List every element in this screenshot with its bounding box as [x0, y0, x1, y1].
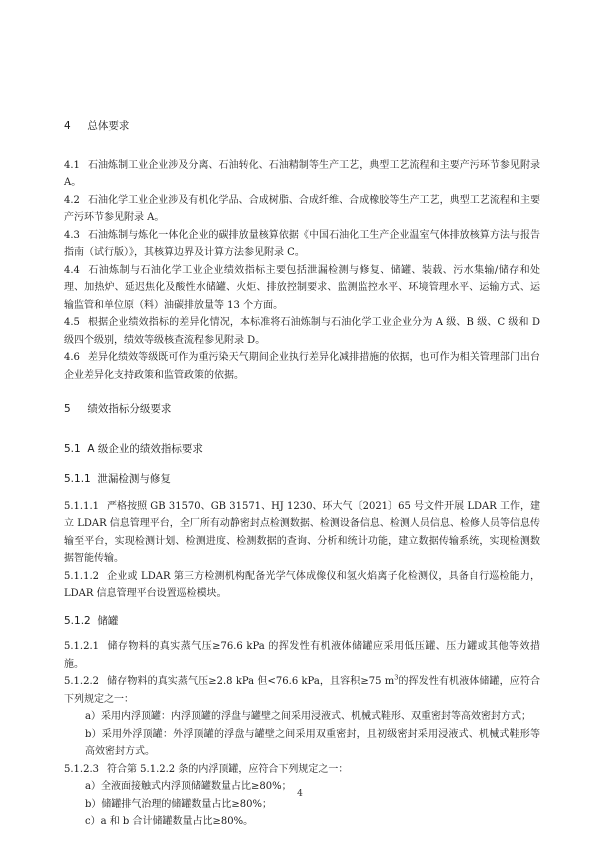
heading-text: A 级企业的绩效指标要求 [87, 442, 203, 455]
paragraph-text: 石油炼制工业企业涉及分离、石油转化、石油精制等生产工艺，典型工艺流程和主要产污环节参见附录 A。 [64, 159, 540, 188]
section-heading-5-1-1 [64, 471, 540, 489]
paragraph-text: 石油炼制与石油化学工业企业绩效指标主要包括泄漏检测与修复、储罐、装载、污水集输/储存和处理、加热炉、延迟焦化及酸性水储罐、火炬、排放控制要求、监测监控水平、环境管理水平、运输方式、运输监管和单位原（料）油碳排放量等 13 个方面。 [64, 264, 540, 311]
paragraph-4-6 [64, 349, 540, 384]
sub-item-a: a）采用内浮顶罐：内浮顶罐的浮盘与罐壁之间采用浸液式、机械式鞋形、双重密封等高效密封方式； [85, 711, 531, 722]
paragraph-4-4 [64, 262, 540, 315]
sub-item-b: b）采用外浮顶罐：外浮顶罐的浮盘与罐壁之间采用双重密封，且初级密封采用浸液式、机械式鞋形等高效密封方式。 [85, 728, 540, 757]
paragraph-text: 符合第 5.1.2.2 条的内浮顶罐，应符合下列规定之一： [107, 763, 349, 775]
paragraph-4-3 [64, 227, 540, 262]
paragraph-text-pre: 储存物料的真实蒸气压≥2.8 kPa 但<76.6 kPa，且容积≥75 m [107, 676, 395, 687]
heading-number: 5 [64, 403, 71, 415]
heading-number: 4 [64, 120, 71, 132]
paragraph-text: 差异化绩效等级既可作为重污染天气期间企业执行差异化减排措施的依据，也可作为相关管理部门出台企业差异化支持政策和监管政策的依据。 [64, 352, 540, 381]
heading-text: 绩效指标分级要求 [87, 403, 172, 415]
sub-item-a: a）全液面接触式内浮顶储罐数量占比≥80%； [85, 781, 292, 792]
heading-number: 5.1 [64, 442, 81, 455]
paragraph-5-1-2-3 [64, 761, 540, 779]
heading-text: 总体要求 [87, 120, 130, 132]
page-number: 4 [297, 789, 303, 799]
paragraph-number: 4.1 [64, 159, 80, 171]
paragraph-number: 4.2 [64, 194, 80, 206]
paragraph-text: 严格按照 GB 31570、GB 31571、HJ 1230、环大气〔2021〕65 号文件开展 LDAR 工作，建立 LDAR 信息管理平台，全厂所有动静密封点检测数据、检测设备信息、检测人员信息、检修人员等信息传输至平台，实现检测计划、检测进度、检测数据的查询、分析和统计功能，建立数据传输系统，实现检测数据智能传输。 [64, 500, 540, 564]
section-heading-5-1-2 [64, 613, 540, 631]
paragraph-text: 根据企业绩效指标的差异化情况，本标准将石油炼制与石油化学工业企业分为 A 级、B 级、C 级和 D 级四个级别，绩效等级核查流程参见附录 D。 [64, 317, 540, 346]
heading-number: 5.1.2 [64, 614, 91, 627]
heading-text: 储罐 [97, 614, 119, 627]
page-content [64, 118, 540, 831]
paragraph-text: 石油化学工业企业涉及有机化学品、合成树脂、合成纤维、合成橡胶等生产工艺，典型工艺流程和主要产污环节参见附录 A。 [64, 194, 540, 223]
paragraph-number: 4.4 [64, 264, 80, 276]
paragraph-number: 5.1.2.2 [64, 676, 99, 687]
paragraph-number: 5.1.1.1 [64, 500, 99, 512]
paragraph-4-1 [64, 157, 540, 192]
paragraph-number: 5.1.2.1 [64, 641, 99, 652]
paragraph-4-2 [64, 192, 540, 227]
paragraph-5-1-2-2 [64, 673, 540, 708]
paragraph-4-5 [64, 314, 540, 349]
paragraph-text: 储存物料的真实蒸气压≥76.6 kPa 的挥发性有机液体储罐应采用低压罐、压力罐或其他等效措施。 [64, 641, 540, 670]
section-heading-4 [64, 118, 540, 136]
sub-item-c: c）a 和 b 合计储罐数量占比≥80%。 [85, 816, 254, 827]
paragraph-text: 企业或 LDAR 第三方检测机构配备光学气体成像仪和氢火焰离子化检测仪，具备自行巡检能力，LDAR 信息管理平台设置巡检模块。 [64, 570, 540, 599]
superscript: 3 [394, 673, 399, 682]
paragraph-5-1-1-1 [64, 498, 540, 568]
heading-text: 泄漏检测与修复 [97, 473, 171, 485]
paragraph-text-post: 的挥发性有机液体储罐，应符合下列规定之一： [64, 676, 540, 705]
section-heading-5 [64, 401, 540, 419]
paragraph-number: 5.1.2.3 [64, 763, 99, 775]
paragraph-number: 4.6 [64, 352, 80, 363]
paragraph-text: 石油炼制与炼化一体化企业的碳排放量核算依据《中国石油化工生产企业温室气体排放核算方法与报告指南（试行版）》，其核算边界及计算方法参见附录 C。 [64, 229, 540, 258]
paragraph-5-1-2-1 [64, 638, 540, 673]
paragraph-5-1-1-2 [64, 568, 540, 603]
paragraph-number: 5.1.1.2 [64, 570, 99, 582]
sub-item-b: b）储罐排气治理的储罐数量占比≥80%； [85, 798, 273, 810]
paragraph-number: 4.5 [64, 317, 80, 328]
paragraph-number: 4.3 [64, 229, 80, 241]
heading-number: 5.1.1 [64, 473, 91, 485]
section-heading-5-1 [64, 441, 540, 459]
